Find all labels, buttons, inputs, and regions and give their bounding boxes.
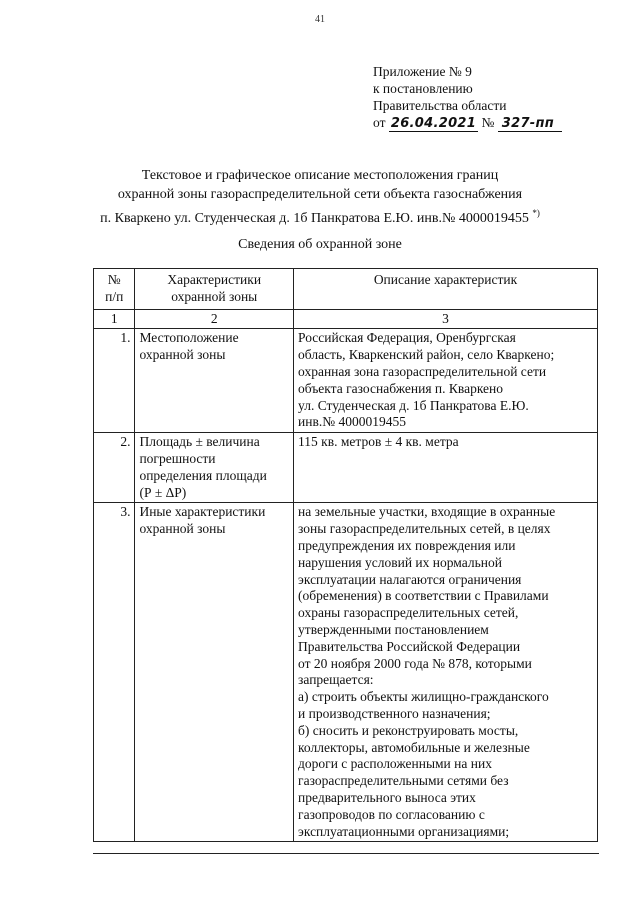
number-label: № [481, 115, 495, 130]
header-description: Описание характеристик [294, 269, 598, 310]
cell-line: охранной зоны [139, 521, 226, 537]
column-number: 1 [94, 309, 135, 329]
cell-line: от 20 ноября 2000 года № 878, которыми [298, 655, 532, 671]
page-number: 41 [315, 14, 325, 25]
header-characteristic-lines [139, 272, 289, 306]
header-num-line: п/п [105, 288, 124, 304]
header-num-line: № [107, 272, 121, 287]
cell-line: дороги с расположенными на них [298, 756, 492, 772]
characteristic-lines [139, 434, 289, 501]
row-characteristic [135, 503, 294, 842]
appendix-block [373, 63, 562, 132]
cell-line: охранной зоны [139, 347, 226, 363]
header-characteristic [135, 269, 294, 310]
description-lines [298, 330, 593, 431]
cell-line: на земельные участки, входящие в охранные [298, 504, 556, 520]
row-number: 2. [94, 433, 135, 503]
row-number: 1. [94, 329, 135, 433]
table-row [94, 433, 598, 503]
row-description [294, 433, 598, 503]
title-line-3 [60, 204, 580, 228]
cell-line: погрешности [139, 450, 216, 466]
row-characteristic [135, 329, 294, 433]
cell-line: (Р ± ΔР) [139, 484, 187, 500]
cell-line: область, Кваркенский район, село Кваркено; [298, 347, 555, 363]
cell-line: предупреждения их повреждения или [298, 537, 516, 553]
table-row [94, 503, 598, 842]
appendix-line-2: к постановлению [373, 81, 473, 96]
from-label: от [373, 115, 386, 130]
header-characteristic-line: Характеристики [167, 272, 262, 287]
cell-line: б) сносить и реконструировать мосты, [298, 722, 519, 738]
cell-line: инв.№ 4000019455 [298, 414, 407, 430]
header-characteristic-line: охранной зоны [171, 288, 258, 304]
cell-line: эксплуатации налагаются ограничения [298, 571, 522, 587]
table-row [94, 329, 598, 433]
appendix-title: Приложение № 9 [373, 64, 472, 79]
cell-line: газораспределительными сетями без [298, 773, 509, 789]
cell-line: Местоположение [139, 330, 239, 346]
cell-line: коллекторы, автомобильные и железные [298, 739, 530, 755]
description-lines [298, 504, 593, 840]
cell-line: Площадь ± величина [139, 434, 260, 450]
characteristic-lines [139, 504, 289, 538]
cell-line: и производственного назначения; [298, 705, 491, 721]
cell-line: нарушения условий их нормальной [298, 554, 502, 570]
table-header-row [94, 269, 598, 310]
protection-zone-table [93, 268, 598, 842]
cell-line: охраны газораспределительных сетей, [298, 605, 519, 621]
title-line-3-text: п. Кваркено ул. Студенческая д. 1б Панкратова Е.Ю. инв.№ 4000019455 [100, 211, 529, 226]
cell-line: газопроводов по согласованию с [298, 806, 485, 822]
header-num-lines [98, 272, 130, 306]
title-line-2: охранной зоны газораспределительной сети объекта газоснабжения [117, 187, 523, 202]
section-heading: Сведения об охранной зоне [238, 237, 402, 252]
cell-line: зоны газораспределительных сетей, в целях [298, 521, 551, 537]
cell-line: эксплуатационными организациями; [298, 823, 510, 839]
cell-line: 115 кв. метров ± 4 кв. метра [298, 434, 459, 450]
column-number: 3 [294, 309, 598, 329]
title-line-1: Текстовое и графическое описание местоположения границ [141, 168, 499, 183]
cell-line: (обременения) в соответствии с Правилами [298, 588, 549, 604]
handwritten-number: 327-пп [498, 116, 562, 132]
table-bottom-border [93, 853, 599, 855]
cell-line: утвержденными постановлением [298, 621, 489, 637]
column-number-row [94, 309, 598, 329]
appendix-date-line [373, 114, 562, 132]
cell-line: ул. Студенческая д. 1б Панкратова Е.Ю. [298, 397, 529, 413]
cell-line: предварительного выноса этих [298, 789, 476, 805]
footnote-mark: *) [532, 208, 540, 218]
cell-line: а) строить объекты жилищно-гражданского [298, 689, 549, 705]
row-description [294, 329, 598, 433]
header-num [94, 269, 135, 310]
cell-line: Иные характеристики [139, 504, 266, 520]
row-number: 3. [94, 503, 135, 842]
description-lines [298, 434, 593, 451]
column-number: 2 [135, 309, 294, 329]
document-title [60, 166, 580, 228]
row-description [294, 503, 598, 842]
cell-line: объекта газоснабжения п. Кваркено [298, 380, 504, 396]
handwritten-date: 26.04.2021 [390, 116, 477, 131]
cell-line: Правительства Российской Федерации [298, 638, 521, 654]
cell-line: охранная зона газораспределительной сети [298, 363, 547, 379]
cell-line: определения площади [139, 467, 267, 483]
row-characteristic [135, 433, 294, 503]
cell-line: Российская Федерация, Оренбургская [298, 330, 516, 346]
cell-line: запрещается: [298, 672, 374, 688]
appendix-line-3: Правительства области [373, 98, 507, 113]
characteristic-lines [139, 330, 289, 364]
